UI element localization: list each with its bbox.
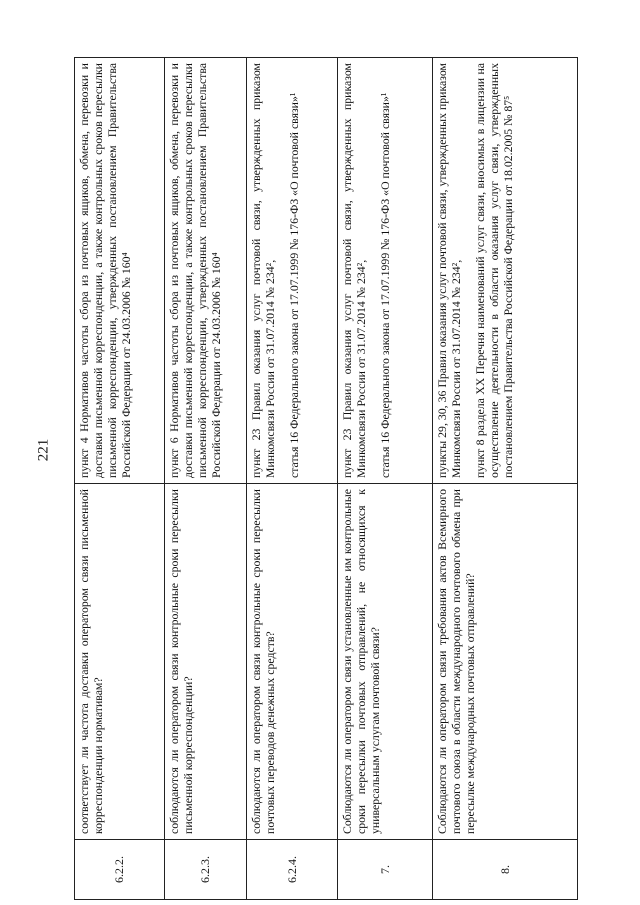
question-cell: соблюдаются ли оператором связи контрольные сроки пересылки письменной корреспонденции?	[165, 484, 247, 840]
question-cell: соблюдаются ли оператором связи контрольные сроки пересылки почтовых переводов денежных средств?	[247, 484, 338, 840]
legal-reference: пункты 29, 30, 36 Правил оказания услуг почтовой связи, утвержденных приказом Минкомсвязи России от 31.07.2014 № 234²,	[435, 63, 463, 478]
legal-reference-cell	[247, 58, 338, 484]
requirements-table	[74, 57, 578, 900]
row-number: 7.	[338, 840, 433, 900]
row-number: 8.	[433, 840, 578, 900]
legal-reference-cell	[75, 58, 165, 484]
document-table-area	[74, 58, 577, 900]
legal-reference: пункт 6 Нормативов частоты сбора из почтовых ящиков, обмена, перевозки и доставки письменной корреспонденции, а также контрольных сроков пересылки письменной корреспонденции, утвержденных постановлением Правительства Российской Федерации от 24.03.2006 № 160⁴	[167, 63, 223, 478]
page-number: 221	[35, 438, 52, 462]
table-row	[247, 58, 338, 900]
legal-reference-cell	[433, 58, 578, 484]
question-cell: Соблюдаются ли оператором связи установленные им контрольные сроки пересылки почтовых отправлений, не относящихся к универсальным услугам почтовой связи?	[338, 484, 433, 840]
legal-reference-cell	[165, 58, 247, 484]
table-row	[165, 58, 247, 900]
table-row	[338, 58, 433, 900]
legal-reference: пункт 23 Правил оказания услуг почтовой связи, утвержденных приказом Минкомсвязи России от 31.07.2014 № 234²,	[340, 63, 368, 478]
legal-reference: пункт 4 Нормативов частоты сбора из почтовых ящиков, обмена, перевозки и доставки письменной корреспонденции, а также контрольных сроков пересылки письменной корреспонденции, утвержденных постановлением Правительства Российской Федерации от 24.03.2006 № 160⁴	[77, 63, 133, 478]
rotated-page-content	[74, 58, 577, 900]
legal-reference-cell	[338, 58, 433, 484]
table-row	[433, 58, 578, 900]
legal-reference: статья 16 Федерального закона от 17.07.1999 № 176-ФЗ «О почтовой связи»¹	[377, 92, 392, 478]
table-row	[75, 58, 165, 900]
row-number: 6.2.2.	[75, 840, 165, 900]
legal-reference: статья 16 Федерального закона от 17.07.1999 № 176-ФЗ «О почтовой связи»¹	[286, 92, 301, 478]
row-number: 6.2.4.	[247, 840, 338, 900]
row-number: 6.2.3.	[165, 840, 247, 900]
legal-reference: пункт 8 раздела XX Перечня наименований услуг связи, вносимых в лицензии на осуществление деятельности в области оказания услуг связи, утвержденных постановлением Правительства Российской Федерации от 18.02.2005 № 87⁵	[472, 63, 515, 478]
question-cell: соответствует ли частота доставки оператором связи письменной корреспонденции нормативам?	[75, 484, 165, 840]
legal-reference: пункт 23 Правил оказания услуг почтовой связи, утвержденных приказом Минкомсвязи России от 31.07.2014 № 234²,	[249, 63, 277, 478]
question-cell: Соблюдаются ли оператором связи требования актов Всемирного почтового союза в области международного почтового обмена при пересылке международных почтовых отправлений?	[433, 484, 578, 840]
